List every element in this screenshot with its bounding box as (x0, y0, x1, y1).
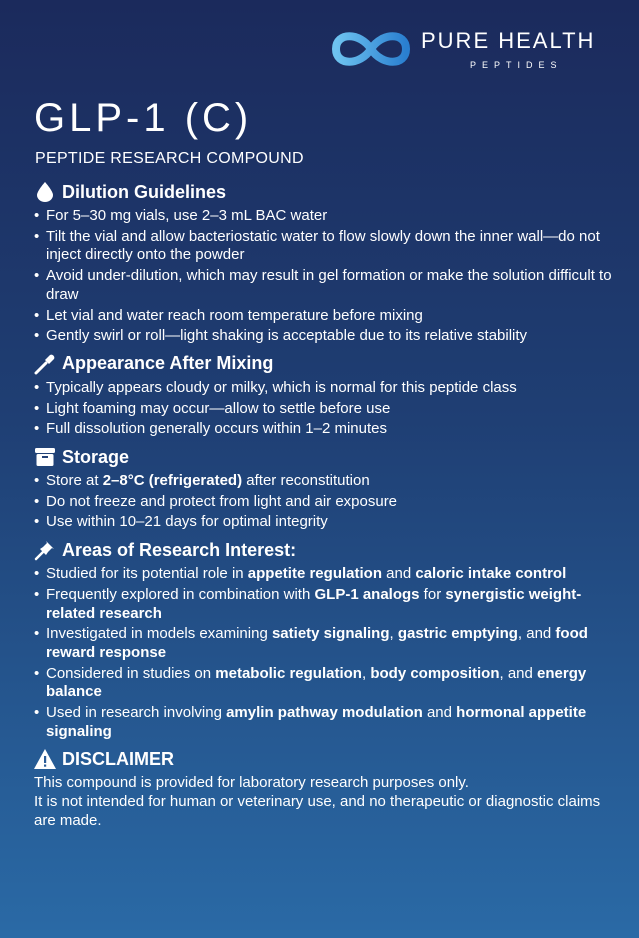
appearance-list (34, 379, 614, 439)
emphasis: amylin pathway modulation (226, 704, 423, 722)
dilution-section (34, 180, 614, 346)
brand-logo (330, 26, 620, 72)
interest-list (34, 565, 614, 741)
interest-heading (34, 538, 614, 562)
pipette-icon (34, 353, 56, 375)
interest-section (34, 538, 614, 741)
list-item: • Let vial and water reach room temperature before mixing (34, 307, 614, 326)
list-item (34, 586, 614, 623)
emphasis: energy balance (46, 664, 587, 701)
list-item (34, 704, 614, 741)
emphasis: caloric intake control (415, 565, 567, 583)
list-item (34, 665, 614, 702)
disclaimer-heading-label: DISCLAIMER (62, 748, 174, 769)
text: Studied for its potential role in (46, 565, 248, 583)
emphasis: metabolic regulation (215, 664, 362, 682)
interest-heading-label: Areas of Research Interest: (62, 539, 297, 560)
storage-heading (34, 445, 614, 469)
appearance-section (34, 352, 614, 439)
list-item: • Use within 10–21 days for optimal integrity (34, 513, 614, 532)
page-subtitle: PEPTIDE RESEARCH COMPOUND (35, 150, 304, 167)
content (34, 180, 614, 837)
emphasis: body composition (370, 664, 500, 682)
list-item: • Avoid under-dilution, which may result in gel formation or make the solution difficult to draw (34, 267, 614, 304)
text: , and (499, 664, 538, 682)
disclaimer-section (34, 747, 614, 830)
list-item (34, 472, 614, 491)
dilution-heading-label: Dilution Guidelines (62, 181, 227, 202)
pin-icon (34, 539, 56, 561)
text: Frequently explored in combination with (46, 585, 315, 603)
storage-heading-label: Storage (62, 446, 130, 467)
list-item: • Gently swirl or roll—light shaking is acceptable due to its relative stability (34, 327, 614, 346)
list-item: • Tilt the vial and allow bacteriostatic water to flow slowly down the inner wall—do not inject directly onto the powder (34, 228, 614, 265)
dilution-heading (34, 180, 614, 204)
appearance-heading-label: Appearance After Mixing (62, 353, 274, 374)
box-icon (34, 446, 56, 468)
droplet-icon (34, 181, 56, 203)
emphasis: appetite regulation (247, 565, 382, 583)
text: Used in research involving (46, 704, 227, 722)
list-item: • Typically appears cloudy or milky, which is normal for this peptide class (34, 379, 614, 398)
text: Considered in studies on (46, 664, 216, 682)
list-item: • Full dissolution generally occurs within 1–2 minutes (34, 420, 614, 439)
list-item (34, 565, 614, 584)
text: and (381, 565, 416, 583)
page-title: GLP-1 (C) (34, 96, 253, 140)
emphasis: GLP-1 analogs (314, 585, 420, 603)
emphasis: hormonal appetite signaling (46, 704, 587, 740)
brand-tagline: PEPTIDES (470, 60, 563, 70)
list-item: • For 5–30 mg vials, use 2–3 mL BAC water (34, 207, 614, 226)
emphasis: gastric emptying (397, 625, 518, 643)
text: after reconstitution (242, 472, 370, 490)
appearance-heading (34, 352, 614, 376)
text: , (361, 664, 371, 682)
list-item: • Do not freeze and protect from light and air exposure (34, 493, 614, 512)
list-item: • Light foaming may occur—allow to settle before use (34, 400, 614, 419)
disclaimer-line-1: This compound is provided for laboratory research purposes only. (34, 774, 469, 792)
infinity-logo-icon (330, 26, 412, 72)
emphasis: synergistic weight-related research (46, 585, 582, 622)
dilution-list (34, 207, 614, 346)
text: and (422, 704, 457, 722)
list-item (34, 625, 614, 662)
text: Store at (46, 472, 103, 490)
storage-section (34, 445, 614, 532)
emphasis: food reward response (46, 625, 588, 661)
text: , and (517, 625, 556, 643)
text: , (389, 625, 398, 643)
text: for (419, 585, 446, 603)
disclaimer-heading (34, 747, 614, 771)
warning-icon (34, 748, 56, 770)
text: Investigated in models examining (46, 625, 272, 643)
disclaimer-line-2: It is not intended for human or veterinary use, and no therapeutic or diagnostic claims are made. (34, 793, 601, 829)
emphasis: 2–8°C (refrigerated) (102, 472, 243, 490)
emphasis: satiety signaling (271, 625, 390, 643)
brand-name: PURE HEALTH (421, 28, 596, 53)
storage-list (34, 472, 614, 532)
